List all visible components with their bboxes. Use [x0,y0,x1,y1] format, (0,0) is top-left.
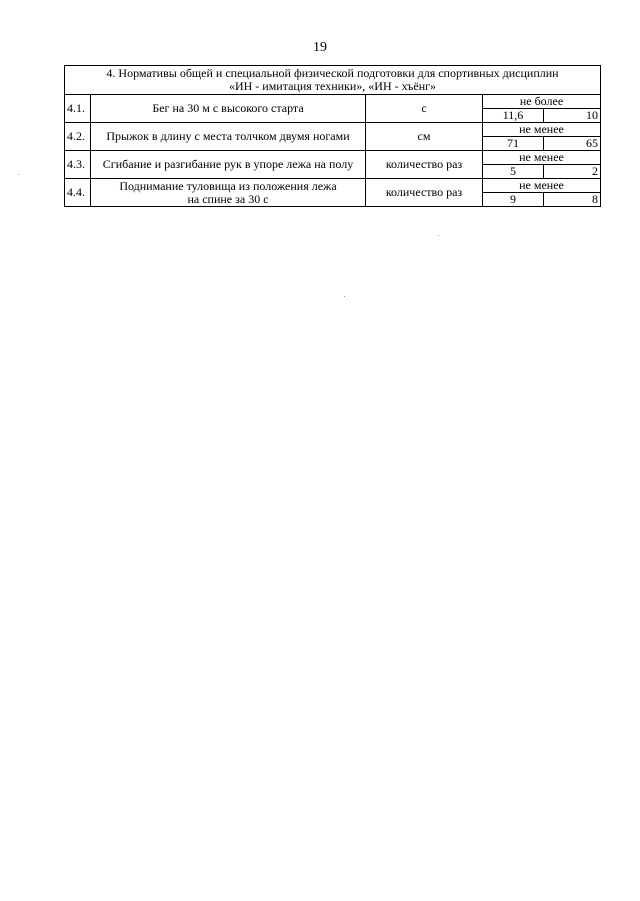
exercise-name-line1: Поднимание туловища из положения лежа [119,178,337,193]
row-number: 4.2. [65,123,91,151]
page-number: 19 [313,40,327,55]
section-title-line2: «ИН - имитация техники», «ИН - хъёнг» [228,79,437,93]
norms-table [64,65,601,207]
value-2: 8 [544,193,601,207]
table-row [65,95,601,109]
exercise-name: Бег на 30 м с высокого старта [91,95,366,123]
exercise-name [91,179,366,207]
value-1: 9 [483,193,544,207]
scan-speck [18,174,19,175]
scan-speck [344,296,345,297]
value-2: 65 [544,137,601,151]
unit: см [366,123,483,151]
row-number: 4.1. [65,95,91,123]
value-2: 10 [544,109,601,123]
table-row [65,123,601,137]
value-1: 5 [483,165,544,179]
section-title [65,66,601,95]
condition: не менее [483,123,601,137]
section-title-line1: 4. Нормативы общей и специальной физической подготовки для спортивных дисциплин [106,66,559,80]
row-number: 4.4. [65,179,91,207]
exercise-name: Сгибание и разгибание рук в упоре лежа на полу [91,151,366,179]
value-1: 71 [483,137,544,151]
table-header-row [65,66,601,95]
unit: количество раз [366,179,483,207]
value-2: 2 [544,165,601,179]
value-1: 11,6 [483,109,544,123]
condition: не более [483,95,601,109]
condition: не менее [483,151,601,165]
condition: не менее [483,179,601,193]
scan-speck [438,235,439,236]
exercise-name-line2: на спине за 30 с [187,191,269,206]
row-number: 4.3. [65,151,91,179]
exercise-name: Прыжок в длину с места толчком двумя ногами [91,123,366,151]
table-row [65,151,601,165]
table-row [65,179,601,193]
unit: количество раз [366,151,483,179]
unit: с [366,95,483,123]
